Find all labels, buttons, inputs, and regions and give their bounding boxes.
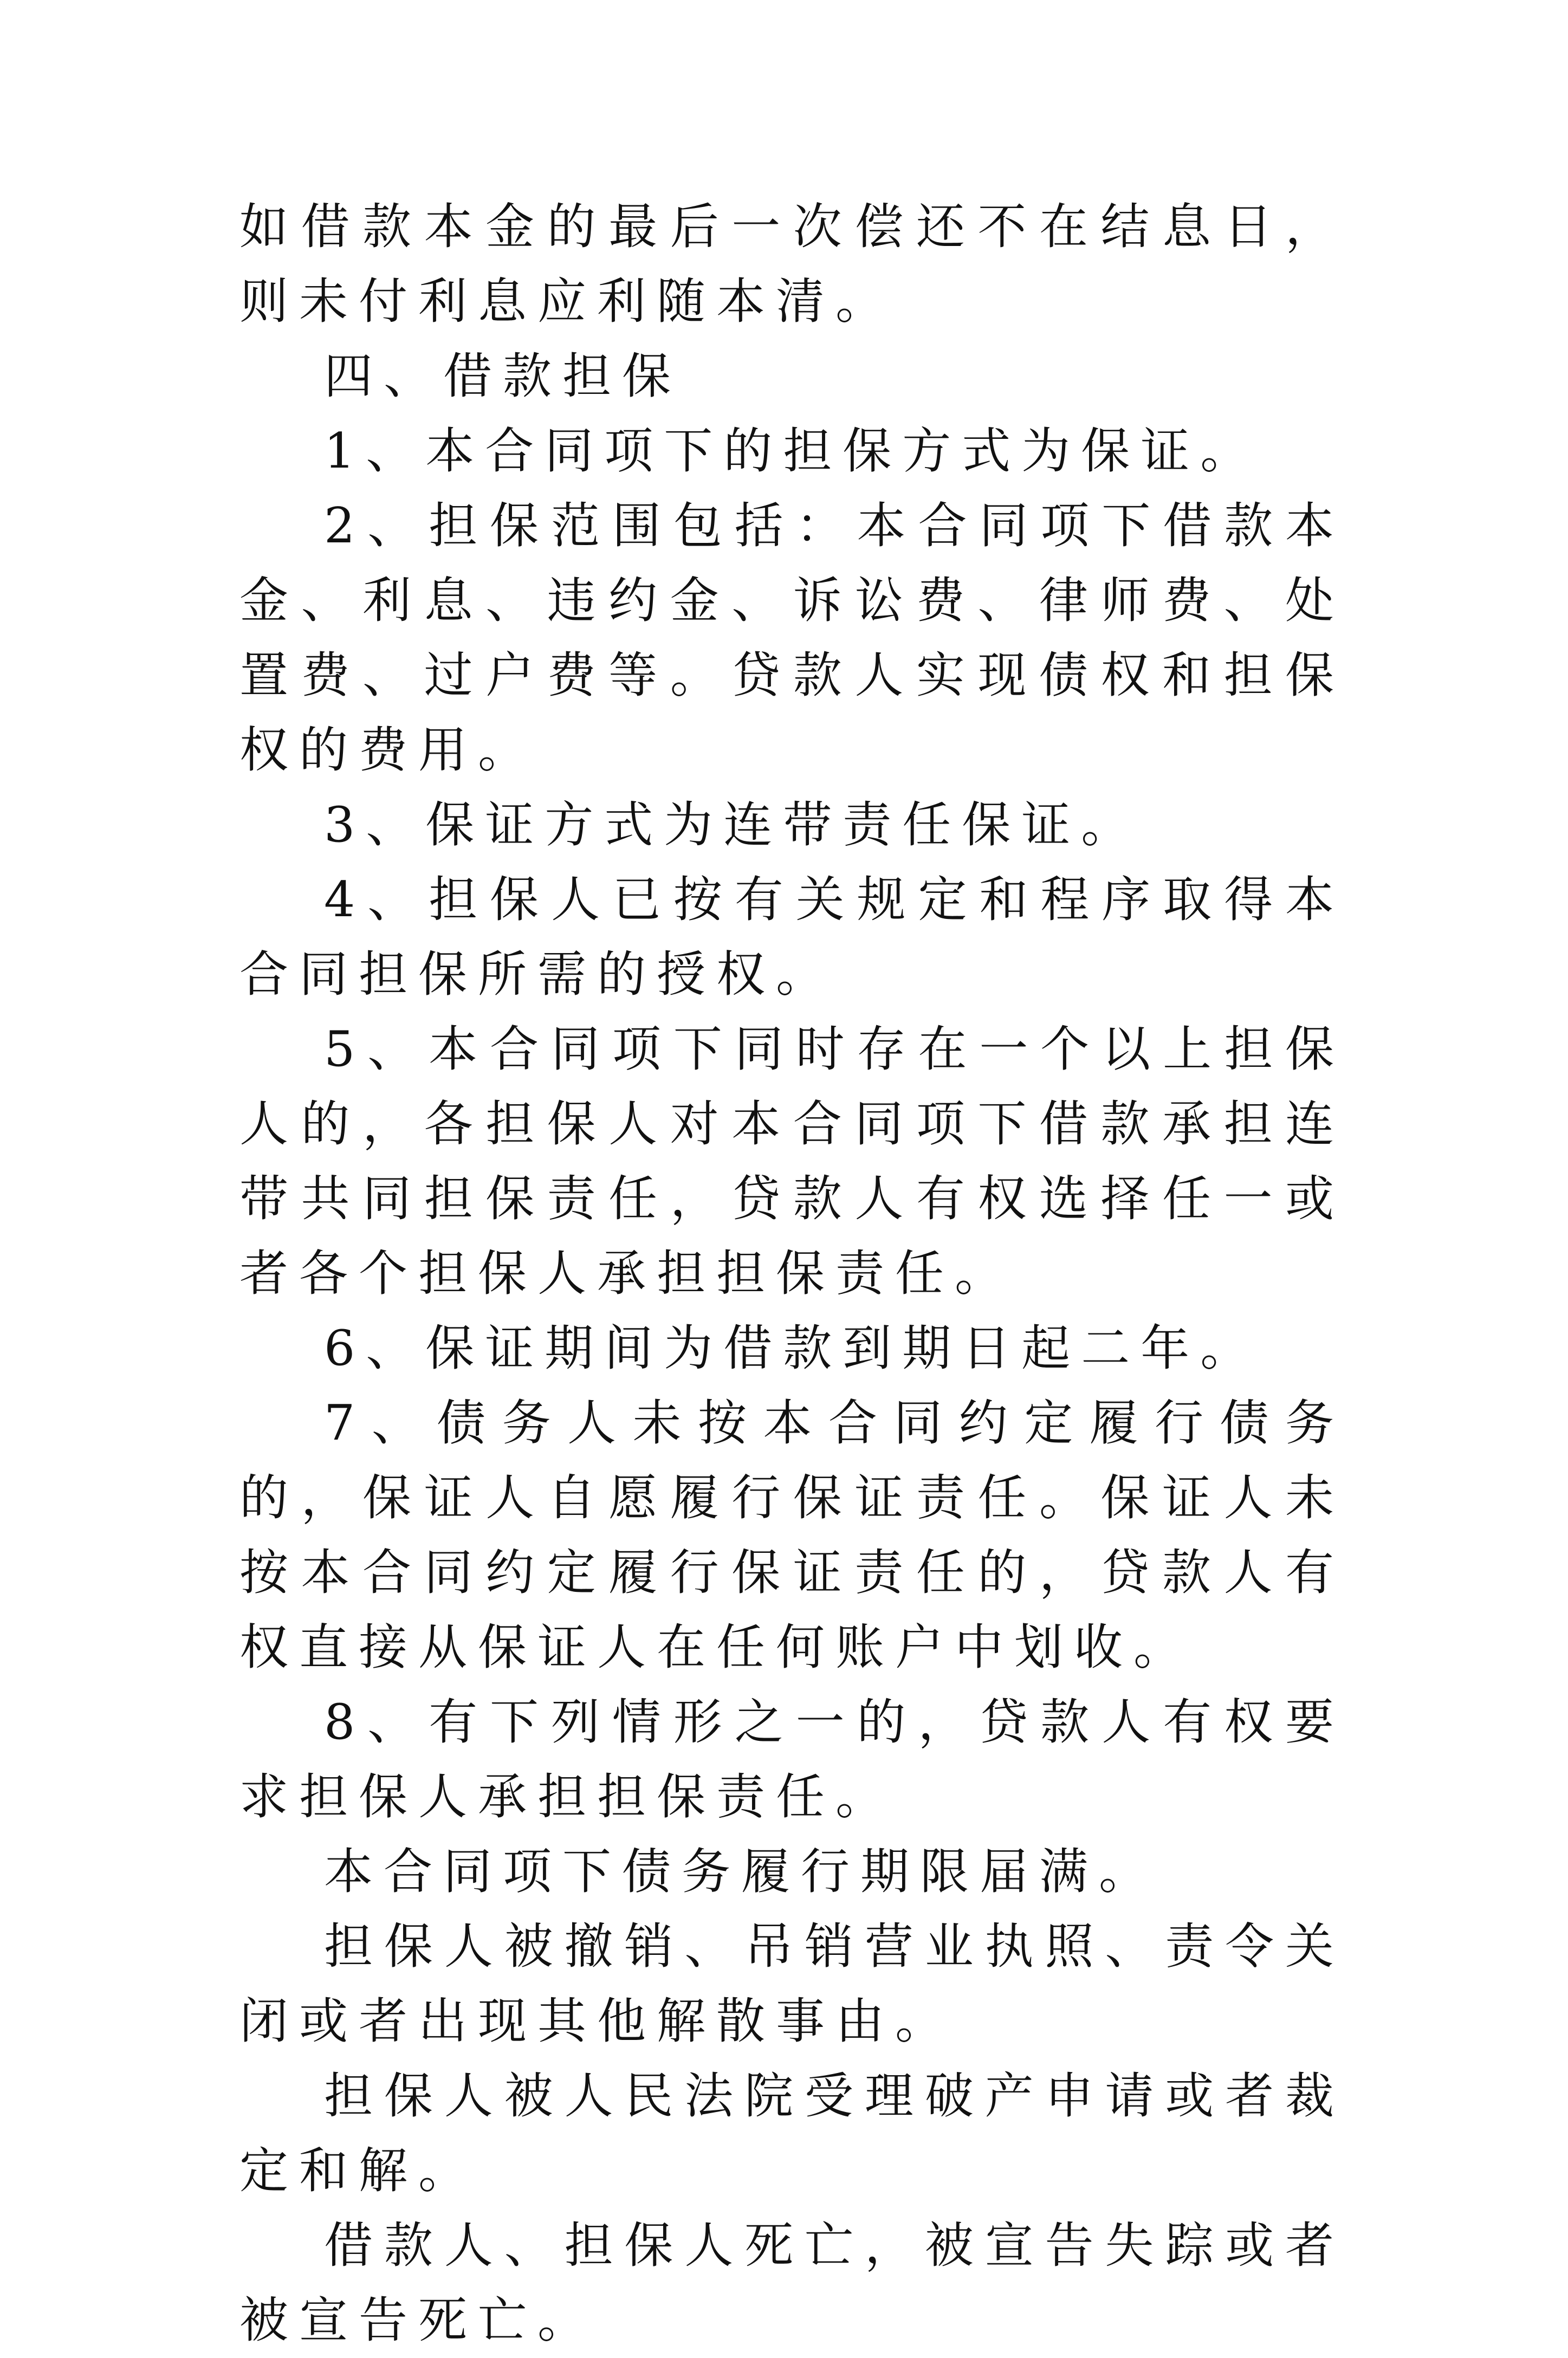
condition-term-expired: 本合同项下债务履行期限届满。 [324,1843,1158,1900]
clause-1: 1、本合同项下的担保方式为保证。 [324,423,1260,480]
clause-7: 7、债务人未按本合同约定履行债务的，保证人自愿履行保证责任。保证人未按本合同约定履行保证责任的，贷款人有权直接从保证人在任何账户中划收。 [239,1395,1345,1676]
clause-4: 4、担保人已按有关规定和程序取得本合同担保所需的授权。 [239,871,1345,1003]
clause-2: 2、担保范围包括：本合同项下借款本金、利息、违约金、诉讼费、律师费、处置费、过户费等。贷款人实现债权和担保权的费用。 [239,497,1345,779]
clause-5: 5、本合同项下同时存在一个以上担保人的，各担保人对本合同项下借款承担连带共同担保责任，贷款人有权选择任一或者各个担保人承担担保责任。 [239,1021,1345,1302]
document-body [239,190,1345,2358]
clause-8: 8、有下列情形之一的，贷款人有权要求担保人承担担保责任。 [239,1694,1345,1825]
condition-dissolution: 担保人被撤销、吊销营业执照、责令关闭或者出现其他解散事由。 [239,1918,1345,2050]
clause-6: 6、保证期间为借款到期日起二年。 [324,1320,1260,1377]
paragraph-interest-settlement: 如借款本金的最后一次偿还不在结息日，则未付利息应利随本清。 [239,198,1345,330]
condition-death-missing: 借款人、担保人死亡，被宣告失踪或者被宣告死亡。 [239,2217,1345,2349]
clause-3: 3、保证方式为连带责任保证。 [324,796,1141,853]
section-heading-loan-guarantee: 四、借款担保 [324,348,682,405]
condition-bankruptcy: 担保人被人民法院受理破产申请或者裁定和解。 [239,2068,1345,2199]
